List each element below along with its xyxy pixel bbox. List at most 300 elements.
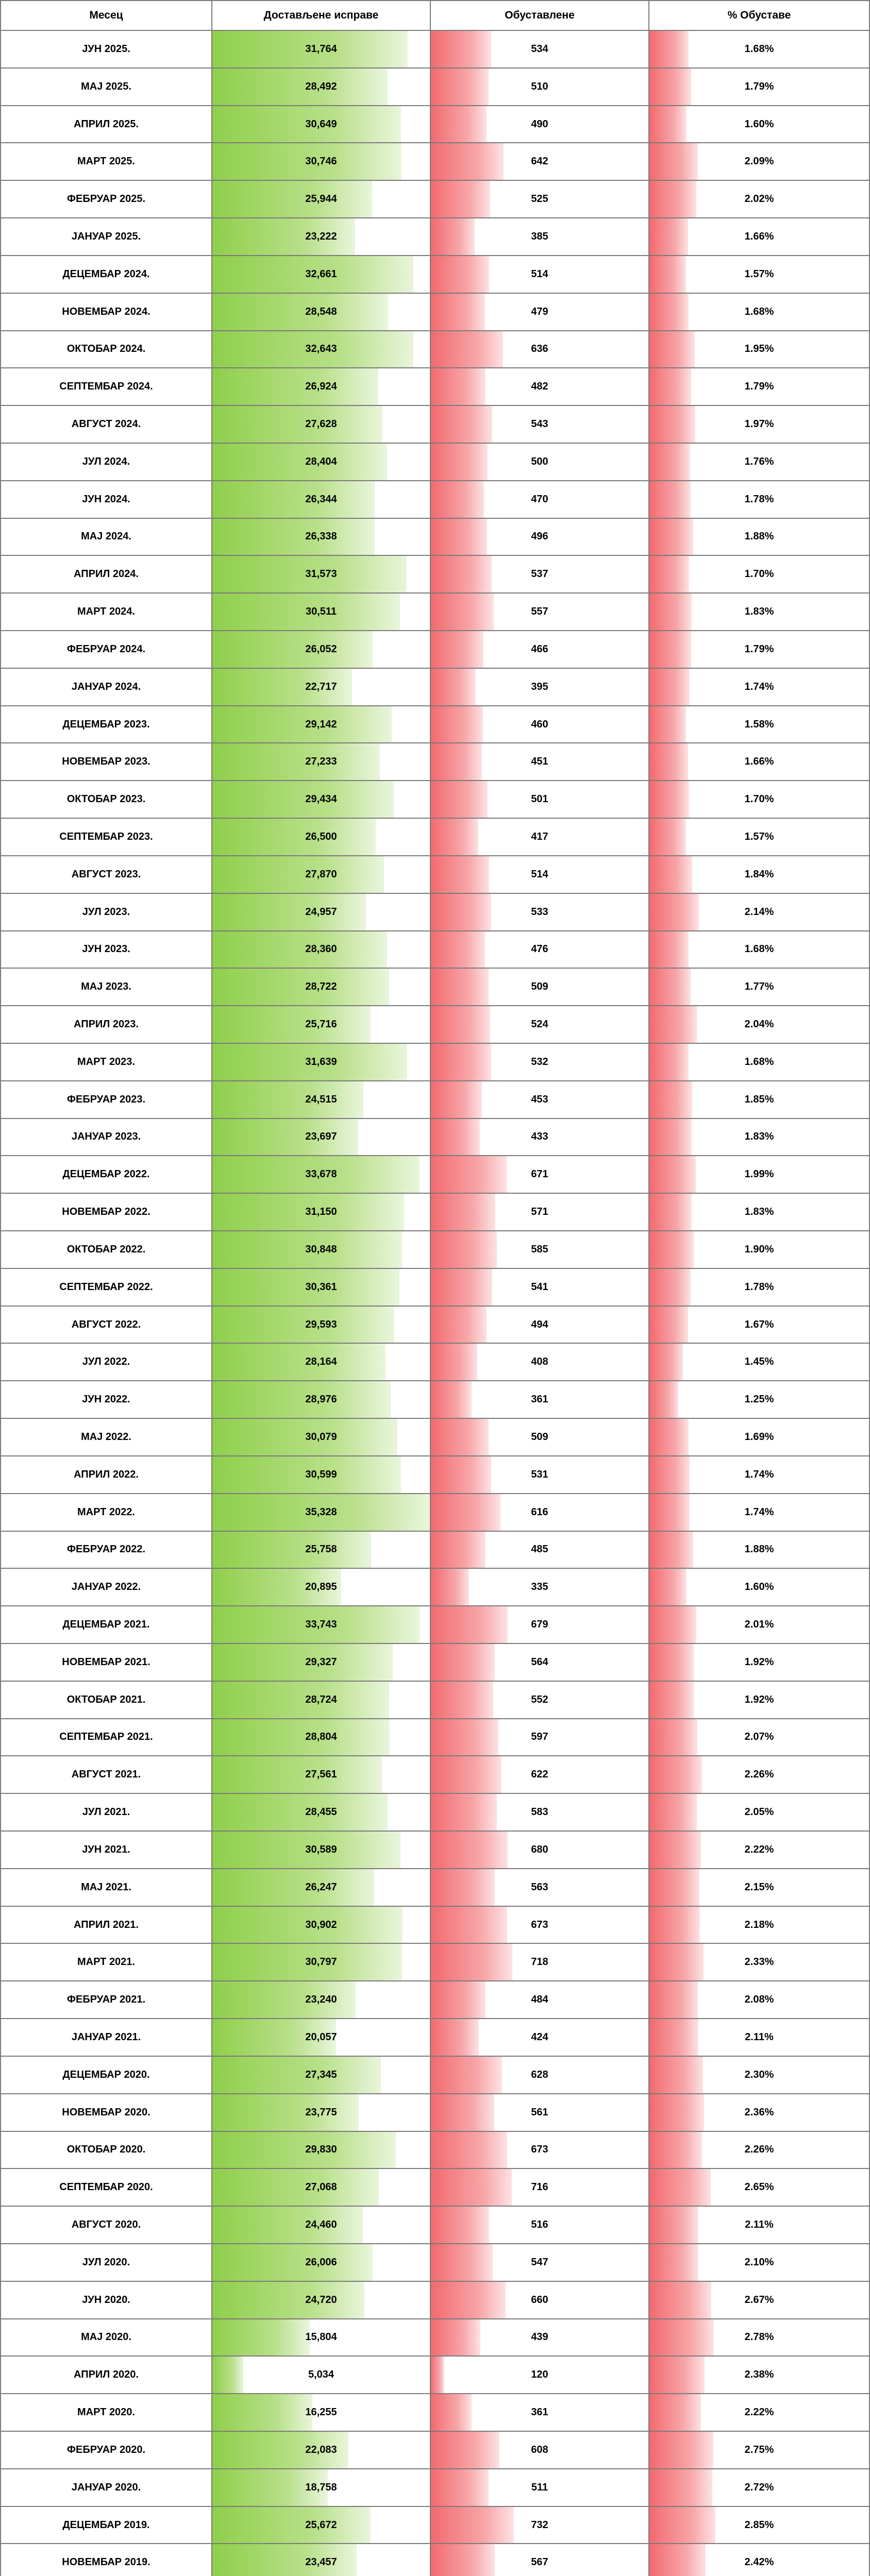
- month-cell: СЕПТЕМБАР 2024.: [0, 368, 212, 406]
- table-row: [0, 1719, 870, 1757]
- percent-bar: [649, 2282, 711, 2318]
- delivered-cell: [212, 743, 431, 781]
- delivered-value: 24,515: [305, 1093, 337, 1105]
- delivered-bar: [212, 1006, 371, 1043]
- stopped-cell: [431, 856, 649, 894]
- percent-cell: [649, 519, 870, 556]
- percent-value: 2.65%: [744, 2181, 774, 2193]
- percent-value: 2.36%: [744, 2106, 774, 2118]
- delivered-value: 25,672: [305, 2519, 337, 2531]
- delivered-value: 22,083: [305, 2444, 337, 2455]
- table-row: [0, 2094, 870, 2132]
- stopped-value: 673: [531, 1919, 548, 1930]
- delivered-value: 23,240: [305, 1994, 337, 2006]
- percent-value: 1.70%: [744, 793, 774, 805]
- delivered-cell: [212, 1044, 431, 1081]
- percent-cell: [649, 1456, 870, 1494]
- month-cell: АВГУСТ 2023.: [0, 856, 212, 894]
- stopped-value: 484: [531, 1994, 548, 2006]
- percent-bar: [649, 1907, 700, 1943]
- header-month: Месец: [0, 0, 212, 31]
- delivered-cell: [212, 1569, 431, 1606]
- table-row: [0, 2019, 870, 2057]
- stopped-bar: [431, 69, 489, 105]
- percent-bar: [649, 594, 692, 630]
- delivered-cell: [212, 2394, 431, 2432]
- month-cell: АПРИЛ 2024.: [0, 556, 212, 594]
- delivered-value: 26,052: [305, 643, 337, 655]
- delivered-cell: [212, 2244, 431, 2282]
- percent-bar: [649, 1194, 692, 1230]
- percent-cell: [649, 2094, 870, 2132]
- stopped-cell: [431, 1869, 649, 1907]
- delivered-cell: [212, 143, 431, 181]
- month-cell: ЈУН 2022.: [0, 1381, 212, 1419]
- stopped-cell: [431, 218, 649, 256]
- stopped-bar: [431, 781, 488, 818]
- delivered-value: 31,639: [305, 1056, 337, 1067]
- table-row: [0, 2394, 870, 2432]
- stopped-value: 608: [531, 2444, 548, 2455]
- percent-value: 1.88%: [744, 531, 774, 543]
- table-row: [0, 1944, 870, 1981]
- stopped-bar: [431, 406, 492, 443]
- percent-value: 2.22%: [744, 1843, 774, 1855]
- table-row: [0, 1081, 870, 1119]
- table-row: [0, 1981, 870, 2019]
- delivered-value: 30,746: [305, 156, 337, 167]
- percent-bar: [649, 1044, 689, 1080]
- stopped-cell: [431, 631, 649, 669]
- delivered-value: 27,345: [305, 2069, 337, 2080]
- percent-cell: [649, 1344, 870, 1381]
- stopped-bar: [431, 706, 483, 743]
- percent-value: 2.02%: [744, 193, 774, 205]
- stopped-value: 636: [531, 343, 548, 355]
- delivered-cell: [212, 2207, 431, 2244]
- delivered-value: 18,758: [305, 2481, 337, 2493]
- stopped-bar: [431, 143, 504, 180]
- stopped-value: 476: [531, 943, 548, 955]
- stopped-cell: [431, 1381, 649, 1419]
- table-row: [0, 2057, 870, 2094]
- delivered-value: 26,247: [305, 1881, 337, 1893]
- stopped-cell: [431, 1719, 649, 1757]
- delivered-bar: [212, 894, 366, 930]
- stopped-value: 537: [531, 568, 548, 580]
- table-row: [0, 1569, 870, 1606]
- percent-cell: [649, 1081, 870, 1119]
- percent-bar: [649, 481, 691, 518]
- percent-cell: [649, 1231, 870, 1269]
- percent-cell: [649, 1006, 870, 1044]
- delivered-cell: [212, 669, 431, 706]
- stopped-cell: [431, 2282, 649, 2319]
- stopped-bar: [431, 969, 489, 1005]
- percent-cell: [649, 1044, 870, 1081]
- stopped-bar: [431, 2244, 493, 2281]
- month-cell: ЈУЛ 2024.: [0, 444, 212, 481]
- month-cell: ОКТОБАР 2022.: [0, 1231, 212, 1269]
- delivered-value: 23,697: [305, 1131, 337, 1143]
- percent-value: 1.58%: [744, 718, 774, 730]
- table-row: [0, 2469, 870, 2507]
- delivered-cell: [212, 2319, 431, 2357]
- stopped-cell: [431, 1756, 649, 1794]
- percent-cell: [649, 706, 870, 744]
- stopped-cell: [431, 819, 649, 856]
- table-row: [0, 218, 870, 256]
- stopped-cell: [431, 594, 649, 631]
- stopped-bar: [431, 1044, 491, 1080]
- percent-value: 1.66%: [744, 756, 774, 768]
- percent-bar: [649, 31, 689, 67]
- stopped-cell: [431, 1682, 649, 1719]
- month-cell: НОВЕМБАР 2021.: [0, 1644, 212, 1682]
- table-row: [0, 2244, 870, 2282]
- stopped-value: 628: [531, 2069, 548, 2080]
- delivered-value: 23,222: [305, 230, 337, 242]
- percent-value: 2.26%: [744, 2144, 774, 2156]
- stopped-value: 120: [531, 2369, 548, 2381]
- stopped-bar: [431, 1756, 501, 1793]
- delivered-bar: [212, 2132, 396, 2168]
- percent-cell: [649, 406, 870, 444]
- percent-cell: [649, 1756, 870, 1794]
- percent-bar: [649, 894, 699, 930]
- percent-value: 2.67%: [744, 2294, 774, 2306]
- delivered-value: 28,455: [305, 1806, 337, 1818]
- stopped-cell: [431, 1269, 649, 1307]
- percent-value: 1.69%: [744, 1431, 774, 1443]
- stopped-bar: [431, 2469, 489, 2506]
- delivered-value: 26,500: [305, 831, 337, 842]
- stopped-value: 361: [531, 1394, 548, 1405]
- percent-value: 2.07%: [744, 1731, 774, 1743]
- percent-bar: [649, 743, 688, 780]
- percent-cell: [649, 2544, 870, 2576]
- stopped-bar: [431, 931, 485, 968]
- percent-bar: [649, 368, 691, 405]
- delivered-bar: [212, 1532, 371, 1568]
- delivered-value: 28,976: [305, 1394, 337, 1405]
- delivered-value: 23,457: [305, 2556, 337, 2568]
- percent-value: 1.84%: [744, 868, 774, 880]
- delivered-cell: [212, 256, 431, 294]
- delivered-bar: [212, 444, 387, 480]
- percent-value: 1.83%: [744, 606, 774, 618]
- percent-cell: [649, 2244, 870, 2282]
- percent-cell: [649, 331, 870, 369]
- stopped-bar: [431, 368, 486, 405]
- month-cell: АПРИЛ 2020.: [0, 2357, 212, 2394]
- percent-value: 1.99%: [744, 1168, 774, 1180]
- percent-bar: [649, 856, 692, 893]
- percent-value: 2.11%: [745, 2219, 774, 2231]
- delivered-cell: [212, 969, 431, 1006]
- percent-cell: [649, 1156, 870, 1194]
- stopped-value: 583: [531, 1806, 548, 1818]
- delivered-value: 24,460: [305, 2219, 337, 2231]
- percent-cell: [649, 31, 870, 69]
- stopped-value: 514: [531, 868, 548, 880]
- percent-value: 2.26%: [744, 1769, 774, 1781]
- stopped-cell: [431, 406, 649, 444]
- delivered-cell: [212, 481, 431, 519]
- percent-value: 1.92%: [744, 1656, 774, 1668]
- stopped-bar: [431, 1832, 508, 1868]
- table-row: [0, 331, 870, 369]
- stopped-cell: [431, 669, 649, 706]
- percent-cell: [649, 781, 870, 819]
- delivered-cell: [212, 1606, 431, 1644]
- month-cell: ЈУЛ 2020.: [0, 2244, 212, 2282]
- month-cell: МАЈ 2020.: [0, 2319, 212, 2357]
- stopped-value: 642: [531, 156, 548, 167]
- table-row: [0, 31, 870, 69]
- stopped-value: 453: [531, 1093, 548, 1105]
- delivered-cell: [212, 2469, 431, 2507]
- percent-cell: [649, 1119, 870, 1157]
- stopped-value: 716: [531, 2181, 548, 2193]
- percent-value: 1.57%: [744, 268, 774, 280]
- percent-cell: [649, 2207, 870, 2244]
- percent-bar: [649, 181, 696, 217]
- percent-bar: [649, 2507, 715, 2544]
- stopped-value: 433: [531, 1131, 548, 1143]
- percent-cell: [649, 181, 870, 218]
- delivered-cell: [212, 1456, 431, 1494]
- stopped-cell: [431, 1794, 649, 1832]
- delivered-cell: [212, 1494, 431, 1532]
- percent-bar: [649, 1606, 696, 1643]
- table-row: [0, 1269, 870, 1307]
- stopped-cell: [431, 519, 649, 556]
- table-row: [0, 2319, 870, 2357]
- percent-cell: [649, 1682, 870, 1719]
- delivered-bar: [212, 743, 380, 780]
- delivered-value: 25,944: [305, 193, 337, 205]
- table-row: [0, 1907, 870, 1944]
- table-row: [0, 519, 870, 556]
- table-row: [0, 106, 870, 144]
- month-cell: МАРТ 2022.: [0, 1494, 212, 1532]
- stopped-bar: [431, 1269, 492, 1306]
- stopped-value: 479: [531, 306, 548, 317]
- percent-bar: [649, 406, 695, 443]
- percent-cell: [649, 743, 870, 781]
- delivered-value: 20,895: [305, 1581, 337, 1593]
- percent-cell: [649, 1532, 870, 1569]
- percent-cell: [649, 256, 870, 294]
- percent-bar: [649, 631, 691, 668]
- stopped-value: 501: [531, 793, 548, 805]
- stopped-value: 541: [531, 1281, 548, 1293]
- stopped-value: 460: [531, 718, 548, 730]
- table-row: [0, 2507, 870, 2545]
- stopped-cell: [431, 181, 649, 218]
- delivered-cell: [212, 1119, 431, 1157]
- delivered-cell: [212, 894, 431, 931]
- stopped-value: 532: [531, 1056, 548, 1067]
- delivered-value: 25,758: [305, 1544, 337, 1555]
- month-cell: ЈАНУАР 2022.: [0, 1569, 212, 1606]
- delivered-cell: [212, 444, 431, 481]
- month-cell: НОВЕМБАР 2019.: [0, 2544, 212, 2576]
- table-row: [0, 1307, 870, 1344]
- stopped-value: 361: [531, 2406, 548, 2418]
- stopped-value: 673: [531, 2144, 548, 2156]
- stopped-value: 424: [531, 2031, 548, 2043]
- stopped-cell: [431, 1981, 649, 2019]
- stopped-bar: [431, 2394, 472, 2431]
- delivered-cell: [212, 1832, 431, 1869]
- table-row: [0, 1006, 870, 1044]
- percent-value: 2.14%: [744, 906, 774, 918]
- percent-bar: [649, 931, 689, 968]
- month-cell: СЕПТЕМБАР 2020.: [0, 2169, 212, 2207]
- stopped-value: 417: [531, 831, 548, 842]
- month-cell: АВГУСТ 2020.: [0, 2207, 212, 2244]
- stopped-cell: [431, 444, 649, 481]
- stopped-value: 385: [531, 230, 548, 242]
- stopped-bar: [431, 444, 488, 480]
- stopped-value: 563: [531, 1881, 548, 1893]
- stopped-cell: [431, 2094, 649, 2132]
- percent-cell: [649, 1981, 870, 2019]
- percent-cell: [649, 106, 870, 144]
- percent-cell: [649, 1832, 870, 1869]
- stopped-bar: [431, 1381, 472, 1418]
- delivered-value: 27,628: [305, 418, 337, 430]
- delivered-value: 31,150: [305, 1206, 337, 1218]
- stopped-cell: [431, 1006, 649, 1044]
- percent-value: 1.78%: [744, 493, 774, 505]
- stopped-bar: [431, 2132, 507, 2168]
- month-cell: ФЕБРУАР 2021.: [0, 1981, 212, 2019]
- percent-bar: [649, 1344, 683, 1380]
- delivered-cell: [212, 1756, 431, 1794]
- delivered-cell: [212, 519, 431, 556]
- delivered-bar: [212, 481, 375, 518]
- delivered-cell: [212, 406, 431, 444]
- month-cell: НОВЕМБАР 2024.: [0, 294, 212, 331]
- month-cell: МАРТ 2020.: [0, 2394, 212, 2432]
- stopped-value: 482: [531, 381, 548, 393]
- percent-value: 1.88%: [744, 1544, 774, 1555]
- delivered-bar: [212, 2394, 312, 2431]
- percent-value: 2.11%: [745, 2031, 774, 2043]
- stopped-value: 490: [531, 118, 548, 130]
- percent-value: 1.79%: [744, 381, 774, 393]
- percent-bar: [649, 1381, 678, 1418]
- stopped-bar: [431, 556, 492, 592]
- delivered-bar: [212, 1756, 382, 1793]
- stopped-bar: [431, 181, 490, 217]
- month-cell: ЈУН 2021.: [0, 1832, 212, 1869]
- percent-value: 1.45%: [744, 1356, 774, 1368]
- stopped-bar: [431, 31, 491, 67]
- table-row: [0, 2207, 870, 2244]
- header-stopped: Обуставлене: [431, 0, 649, 31]
- stopped-cell: [431, 1419, 649, 1456]
- table-row: [0, 1231, 870, 1269]
- percent-cell: [649, 1269, 870, 1307]
- table-row: [0, 1194, 870, 1231]
- delivered-cell: [212, 1907, 431, 1944]
- percent-cell: [649, 2432, 870, 2469]
- percent-value: 1.85%: [744, 1093, 774, 1105]
- percent-value: 1.66%: [744, 230, 774, 242]
- stopped-value: 494: [531, 1318, 548, 1330]
- month-cell: АПРИЛ 2022.: [0, 1456, 212, 1494]
- stopped-value: 732: [531, 2519, 548, 2531]
- delivered-cell: [212, 1794, 431, 1832]
- delivered-cell: [212, 1344, 431, 1381]
- percent-bar: [649, 1119, 692, 1156]
- delivered-cell: [212, 1231, 431, 1269]
- delivered-value: 30,848: [305, 1243, 337, 1255]
- delivered-cell: [212, 2507, 431, 2545]
- delivered-value: 30,902: [305, 1919, 337, 1930]
- stopped-value: 671: [531, 1168, 548, 1180]
- stopped-value: 571: [531, 1206, 548, 1218]
- stopped-value: 543: [531, 418, 548, 430]
- stopped-value: 516: [531, 2219, 548, 2231]
- stopped-cell: [431, 1494, 649, 1532]
- stopped-cell: [431, 2319, 649, 2357]
- stopped-value: 466: [531, 643, 548, 655]
- table-row: [0, 1344, 870, 1381]
- stopped-value: 485: [531, 1544, 548, 1555]
- percent-bar: [649, 1231, 694, 1268]
- delivered-cell: [212, 1006, 431, 1044]
- delivered-cell: [212, 1869, 431, 1907]
- table-row: [0, 969, 870, 1006]
- delivered-value: 27,068: [305, 2181, 337, 2193]
- stopped-bar: [431, 2357, 444, 2393]
- stopped-cell: [431, 2544, 649, 2576]
- percent-value: 1.70%: [744, 568, 774, 580]
- percent-cell: [649, 2169, 870, 2207]
- table-row: [0, 294, 870, 331]
- stopped-bar: [431, 1981, 486, 2018]
- stopped-value: 509: [531, 1431, 548, 1443]
- delivered-value: 31,573: [305, 568, 337, 580]
- table-row: [0, 2132, 870, 2170]
- delivered-bar: [212, 1869, 374, 1906]
- percent-value: 1.90%: [744, 1243, 774, 1255]
- stopped-bar: [431, 1944, 512, 1980]
- month-cell: ФЕБРУАР 2023.: [0, 1081, 212, 1119]
- month-cell: ДЕЦЕМБАР 2019.: [0, 2507, 212, 2545]
- percent-bar: [649, 1756, 702, 1793]
- delivered-bar: [212, 1794, 388, 1831]
- stopped-bar: [431, 1231, 497, 1268]
- month-cell: ЈАНУАР 2023.: [0, 1119, 212, 1157]
- stopped-value: 408: [531, 1356, 548, 1368]
- stopped-bar: [431, 1606, 508, 1643]
- percent-cell: [649, 1869, 870, 1907]
- percent-cell: [649, 1307, 870, 1344]
- stopped-bar: [431, 856, 489, 893]
- delivered-value: 26,924: [305, 381, 337, 393]
- delivered-value: 32,661: [305, 268, 337, 280]
- percent-bar: [649, 1682, 694, 1718]
- delivered-bar: [212, 2357, 243, 2393]
- stopped-bar: [431, 331, 503, 368]
- delivered-cell: [212, 1981, 431, 2019]
